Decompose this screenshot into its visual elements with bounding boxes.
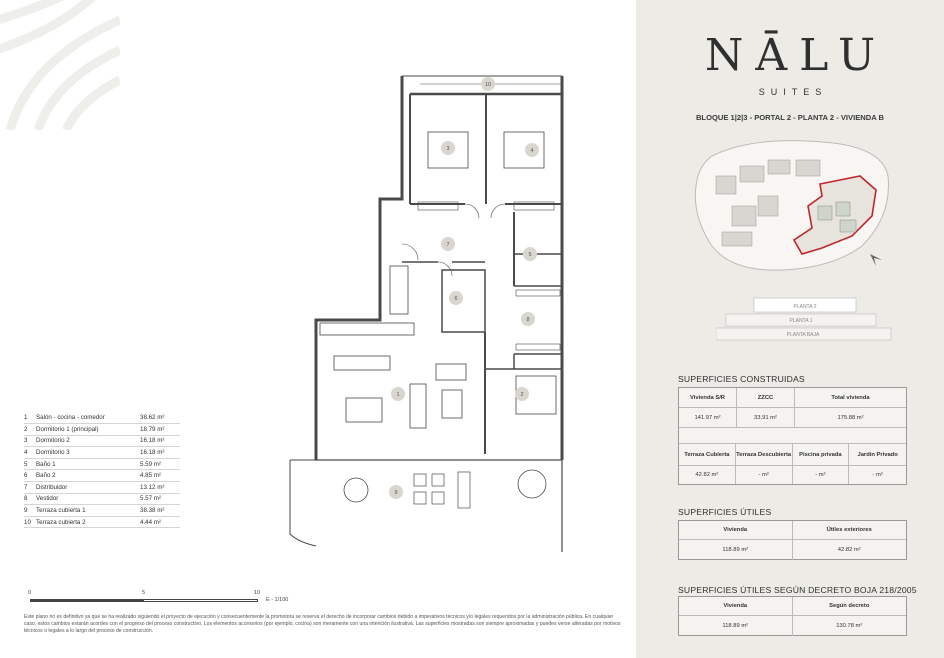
scale-ratio: E - 1/100 bbox=[266, 597, 289, 603]
utiles-h-exteriores: Útiles exteriores bbox=[793, 521, 907, 540]
construidas-h-terraza-cubierta: Terraza Cubierta bbox=[679, 444, 736, 466]
utiles-v-exteriores: 42.82 m² bbox=[837, 547, 861, 553]
room-number: 8 bbox=[24, 493, 36, 505]
construidas-h-vivienda: Vivienda S/R bbox=[679, 388, 737, 408]
room-number: 4 bbox=[24, 447, 36, 459]
brand-subtitle: SUITES bbox=[758, 87, 828, 97]
construidas-h-terraza-descubierta: Terraza Descubierta bbox=[736, 444, 793, 466]
construidas-v-terraza-cubierta: 42.82 m² bbox=[679, 466, 736, 484]
brand-logo: NĀLU bbox=[704, 30, 888, 81]
room-row bbox=[24, 493, 180, 505]
room-marker-4: 4 bbox=[530, 148, 534, 154]
unit-location: BLOQUE 1|2|3 - PORTAL 2 - PLANTA 2 - VIVIENDA B bbox=[695, 113, 885, 122]
room-marker-8: 8 bbox=[526, 317, 530, 323]
room-number: 6 bbox=[24, 470, 36, 482]
disclaimer-text: Este plano no es definitivo ya que se ha realizado siguiendo el proyecto de ejecución y consecuentemente la promotora se reserva el derecho de incorporar cambios debido a imperativos técnicos y/o legales requeridos por la administración pública. En cualquier caso, estos cambios estarán acordes con el progreso del proceso constructivo. Los elementos accesorios (por ejemplo, cocina) son meramente con una intención ilustrativa. Las superficies mostradas son siempre aproximadas y puedes verse alteradas por motivos técnicos o legales a lo largo del proceso de construcción. bbox=[24, 614, 621, 634]
room-marker-1: 1 bbox=[396, 392, 400, 398]
construidas-title: SUPERFICIES CONSTRUIDAS bbox=[678, 374, 805, 384]
construidas-h-piscina: Piscina privada bbox=[793, 444, 850, 466]
room-name: Vestidor bbox=[36, 493, 140, 505]
decorative-arcs-graphic bbox=[0, 0, 120, 130]
room-row bbox=[24, 516, 180, 528]
room-area: 16.18 m² bbox=[140, 435, 180, 447]
scale-tick-0: 0 bbox=[28, 590, 32, 596]
room-number: 7 bbox=[24, 482, 36, 494]
room-marker-6: 6 bbox=[454, 296, 458, 302]
decreto-h-segun: Según decreto bbox=[793, 597, 907, 616]
decreto-table bbox=[678, 596, 907, 636]
room-area: 38.62 m² bbox=[140, 412, 180, 424]
scale-bar bbox=[28, 590, 298, 610]
info-panel bbox=[636, 0, 944, 658]
scale-tick-10: 10 bbox=[254, 590, 261, 596]
room-number: 10 bbox=[24, 516, 36, 528]
room-row bbox=[24, 482, 180, 494]
room-area: 5.57 m² bbox=[140, 493, 180, 505]
floor-plan-drawing bbox=[270, 64, 570, 556]
level-planta-baja: PLANTA BAJA bbox=[786, 332, 820, 338]
utiles-h-vivienda: Vivienda bbox=[679, 521, 793, 540]
room-name: Dormitorio 1 (principal) bbox=[36, 424, 140, 436]
room-row bbox=[24, 412, 180, 424]
room-area: 4.85 m² bbox=[140, 470, 180, 482]
room-area: 4.44 m² bbox=[140, 516, 180, 528]
scale-tick-5: 5 bbox=[142, 590, 146, 596]
room-number: 1 bbox=[24, 412, 36, 424]
utiles-table bbox=[678, 520, 907, 560]
room-area: 16.18 m² bbox=[140, 447, 180, 459]
utiles-v-vivienda: 118.89 m² bbox=[679, 540, 793, 560]
construidas-v-vivienda: 141.97 m² bbox=[679, 408, 737, 428]
level-planta-1: PLANTA 1 bbox=[789, 318, 813, 324]
level-indicator bbox=[716, 296, 896, 346]
scale-bar-graphic bbox=[30, 599, 258, 602]
room-name: Terraza cubierta 1 bbox=[36, 505, 140, 517]
decreto-v-segun: 130.78 m² bbox=[836, 623, 863, 629]
room-row bbox=[24, 458, 180, 470]
room-row bbox=[24, 447, 180, 459]
room-name: Dormitorio 3 bbox=[36, 447, 140, 459]
construidas-h-jardin: Jardín Privado bbox=[849, 444, 906, 466]
room-area: 5.59 m² bbox=[140, 458, 180, 470]
construidas-v-piscina: - m² bbox=[793, 466, 850, 484]
room-name: Baño 2 bbox=[36, 470, 140, 482]
construidas-v-jardin: - m² bbox=[872, 472, 883, 478]
room-name: Distribuidor bbox=[36, 482, 140, 494]
room-row bbox=[24, 505, 180, 517]
decreto-v-vivienda: 118.89 m² bbox=[679, 616, 793, 636]
room-row bbox=[24, 424, 180, 436]
room-areas-table bbox=[24, 412, 180, 528]
construidas-table bbox=[678, 387, 907, 485]
room-marker-7: 7 bbox=[446, 242, 450, 248]
room-name: Baño 1 bbox=[36, 458, 140, 470]
level-planta-2: PLANTA 2 bbox=[793, 304, 817, 310]
room-row bbox=[24, 470, 180, 482]
room-number: 3 bbox=[24, 435, 36, 447]
room-marker-5: 5 bbox=[528, 252, 532, 258]
room-name: Dormitorio 2 bbox=[36, 435, 140, 447]
decreto-h-vivienda: Vivienda bbox=[679, 597, 793, 616]
construidas-v-zzcc: 33.91 m² bbox=[737, 408, 795, 428]
room-name: Terraza cubierta 2 bbox=[36, 516, 140, 528]
construidas-v-terraza-descubierta: - m² bbox=[736, 466, 793, 484]
north-arrow-icon bbox=[870, 254, 882, 266]
construidas-h-zzcc: ZZCC bbox=[737, 388, 795, 408]
room-marker-3: 3 bbox=[446, 146, 450, 152]
decreto-title: SUPERFICIES ÚTILES SEGÚN DECRETO BOJA 218/2005 bbox=[678, 585, 917, 595]
utiles-title: SUPERFICIES ÚTILES bbox=[678, 507, 772, 517]
room-number: 5 bbox=[24, 458, 36, 470]
room-marker-9: 9 bbox=[394, 490, 398, 496]
room-marker-10: 10 bbox=[484, 82, 492, 88]
construidas-v-total: 175.88 m² bbox=[795, 408, 906, 428]
room-row bbox=[24, 435, 180, 447]
room-name: Salón - cocina - comedor bbox=[36, 412, 140, 424]
construidas-h-total: Total vivienda bbox=[795, 388, 906, 408]
room-marker-2: 2 bbox=[520, 392, 524, 398]
room-area: 13.12 m² bbox=[140, 482, 180, 494]
site-map bbox=[692, 136, 892, 276]
room-number: 2 bbox=[24, 424, 36, 436]
room-area: 38.38 m² bbox=[140, 505, 180, 517]
room-number: 9 bbox=[24, 505, 36, 517]
room-area: 18.79 m² bbox=[140, 424, 180, 436]
